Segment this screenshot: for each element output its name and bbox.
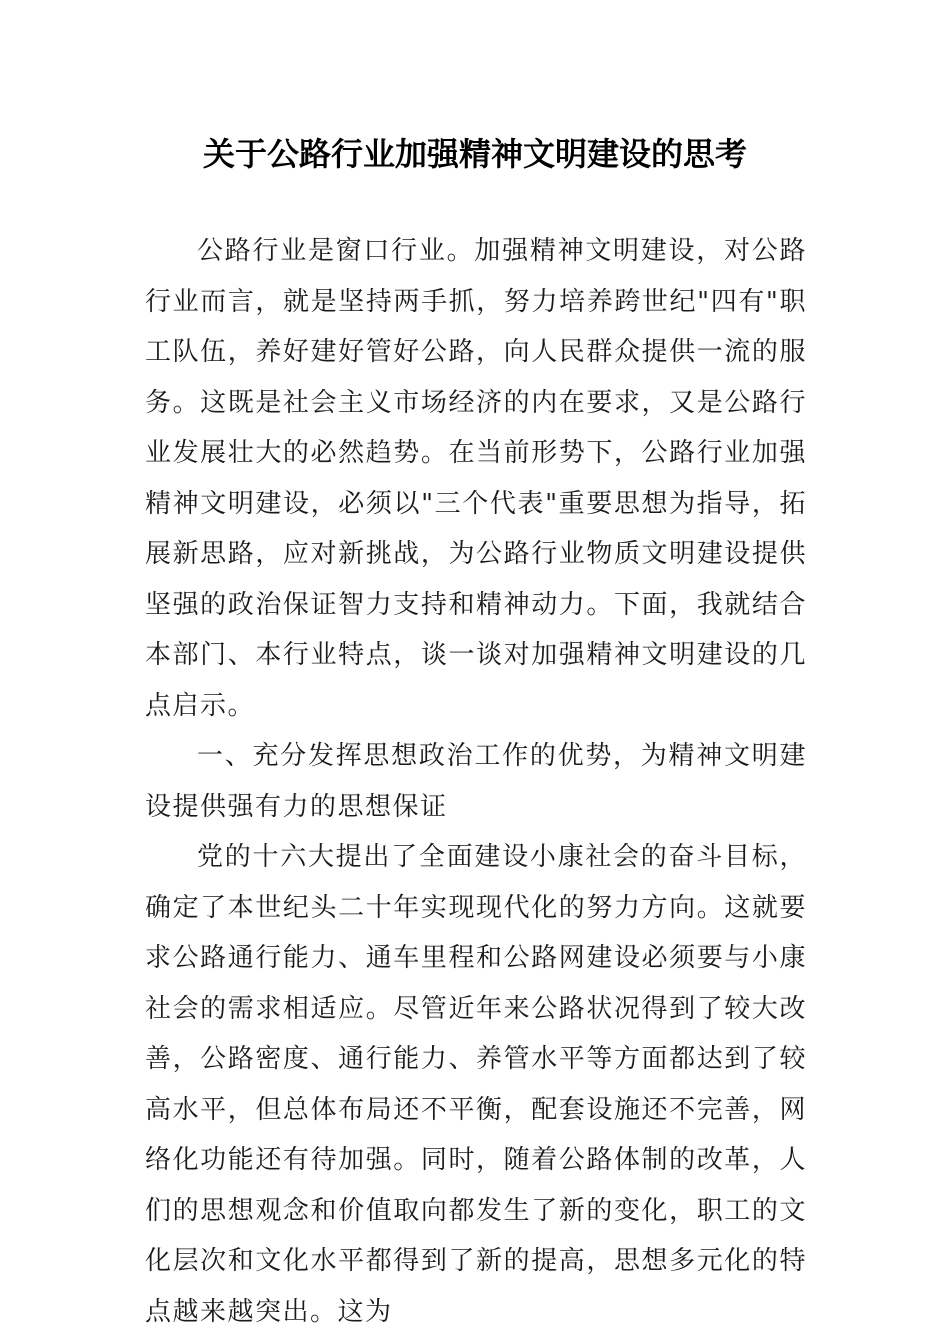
paragraph-intro: 公路行业是窗口行业。加强精神文明建设，对公路行业而言，就是坚持两手抓，努力培养跨世纪"四有"职工队伍，养好建好管好公路，向人民群众提供一流的服务。这既是社会主义市场经济的内在要求，又是公路行业发展壮大的必然趋势。在当前形势下，公路行业加强精神文明建设，必须以"三个代表"重要思想为指导，拓展新思路，应对新挑战，为公路行业物质文明建设提供坚强的政治保证智力支持和精神动力。下面，我就结合本部门、本行业特点，谈一谈对加强精神文明建设的几点启示。 — [145, 236, 807, 721]
document-title: 关于公路行业加强精神文明建设的思考 — [202, 135, 747, 173]
paragraph-section-1: 党的十六大提出了全面建设小康社会的奋斗目标，确定了本世纪头二十年实现现代化的努力方向。这就要求公路通行能力、通车里程和公路网建设必须要与小康社会的需求相适应。尽管近年来公路状况得到了较大改善，公路密度、通行能力、养管水平等方面都达到了较高水平，但总体布局还不平衡，配套设施还不完善，网络化功能还有待加强。同时，随着公路体制的改革，人们的思想观念和价值取向都发生了新的变化，职工的文化层次和文化水平都得到了新的提高，思想多元化的特点越来越突出。这为 — [145, 842, 807, 1327]
document-body — [145, 226, 807, 1337]
section-heading-1: 一、充分发挥思想政治工作的优势，为精神文明建设提供强有力的思想保证 — [145, 741, 807, 822]
